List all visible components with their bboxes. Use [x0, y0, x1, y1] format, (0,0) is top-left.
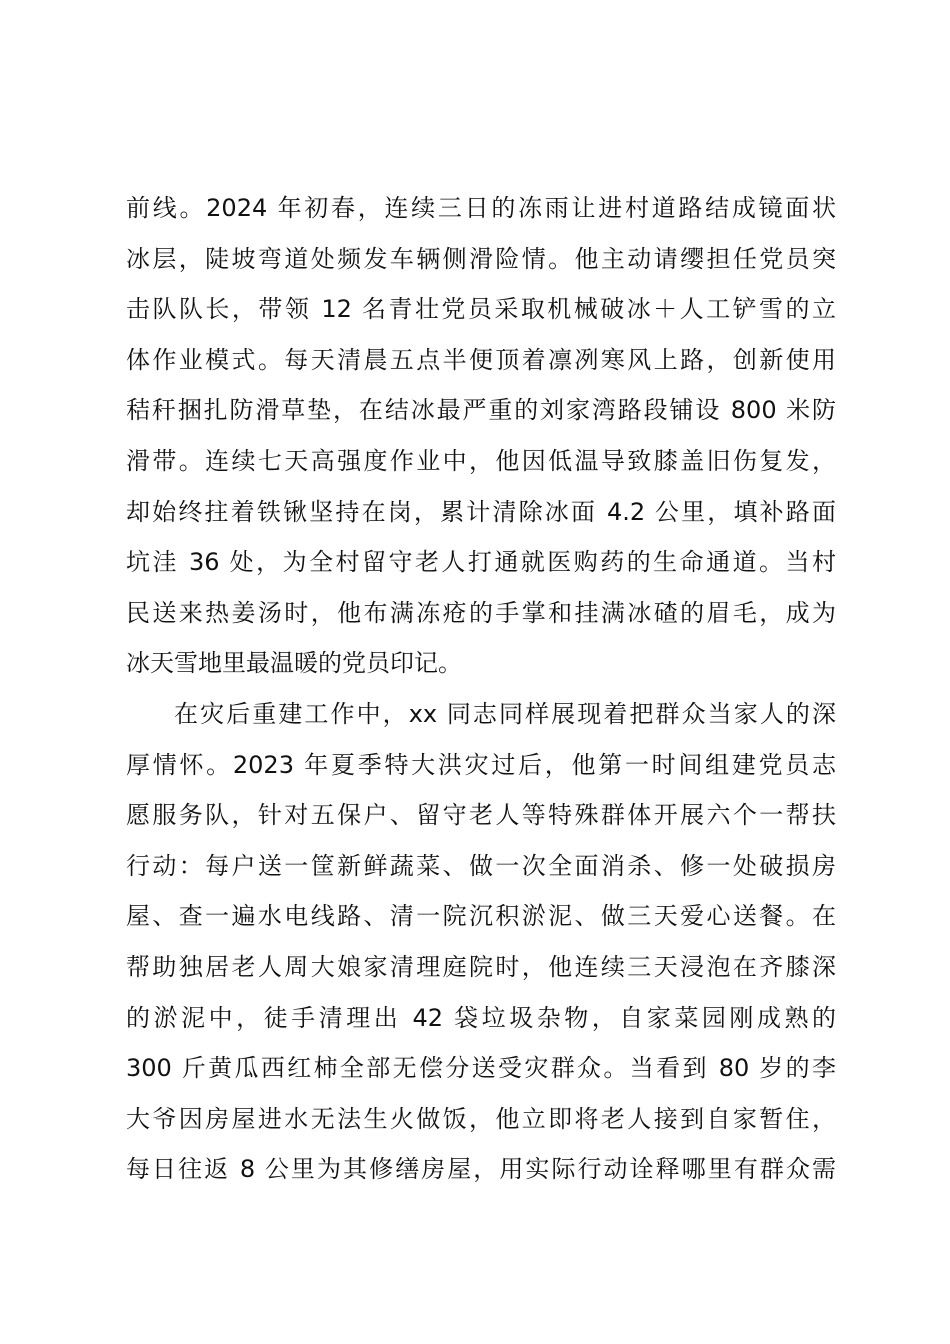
paragraph-1	[126, 183, 836, 689]
text-line: 冰天雪地里最温暖的党员印记。	[126, 649, 462, 678]
text-line: 前线。2024 年初春，连续三日的冻雨让进村道路结成镜面状	[126, 194, 836, 222]
text-line: 的淤泥中，徒手清理出 42 袋垃圾杂物，自家菜园刚成熟的	[126, 1003, 836, 1032]
text-line: 秸秆捆扎防滑草垫，在结冰最严重的刘家湾路段铺设 800 米防	[126, 396, 836, 425]
text-line: 坑洼 36 处，为全村留守老人打通就医购药的生命通道。当村	[126, 548, 836, 577]
text-line: 屋、查一遍水电线路、清一院沉积淤泥、做三天爱心送餐。在	[126, 902, 836, 931]
text-line: 大爷因房屋进水无法生火做饭，他立即将老人接到自家暂住，	[126, 1104, 836, 1133]
text-line: 厚情怀。2023 年夏季特大洪灾过后，他第一时间组建党员志	[126, 750, 836, 779]
text-line: 滑带。连续七天高强度作业中，他因低温导致膝盖旧伤复发，	[126, 446, 836, 475]
text-line: 却始终拄着铁锹坚持在岗，累计清除冰面 4.2 公里，填补路面	[126, 497, 836, 526]
text-line: 行动：每户送一筐新鲜蔬菜、做一次全面消杀、修一处破损房	[126, 851, 836, 880]
text-line: 每日往返 8 公里为其修缮房屋，用实际行动诠释哪里有群众需	[126, 1155, 836, 1184]
document-body	[126, 183, 836, 1195]
text-line: 在灾后重建工作中，xx 同志同样展现着把群众当家人的深	[174, 699, 836, 728]
text-line: 愿服务队，针对五保户、留守老人等特殊群体开展六个一帮扶	[126, 801, 836, 830]
text-line: 体作业模式。每天清晨五点半便顶着凛冽寒风上路，创新使用	[126, 345, 836, 374]
text-line: 击队队长，带领 12 名青壮党员采取机械破冰＋人工铲雪的立	[126, 295, 836, 324]
text-line: 帮助独居老人周大娘家清理庭院时，他连续三天浸泡在齐膝深	[126, 952, 836, 981]
text-line: 民送来热姜汤时，他布满冻疮的手掌和挂满冰碴的眉毛，成为	[126, 598, 836, 627]
text-line: 冰层，陡坡弯道处频发车辆侧滑险情。他主动请缨担任党员突	[126, 244, 836, 273]
text-line: 300 斤黄瓜西红柿全部无偿分送受灾群众。当看到 80 岁的李	[126, 1054, 836, 1083]
paragraph-2	[126, 689, 836, 1195]
